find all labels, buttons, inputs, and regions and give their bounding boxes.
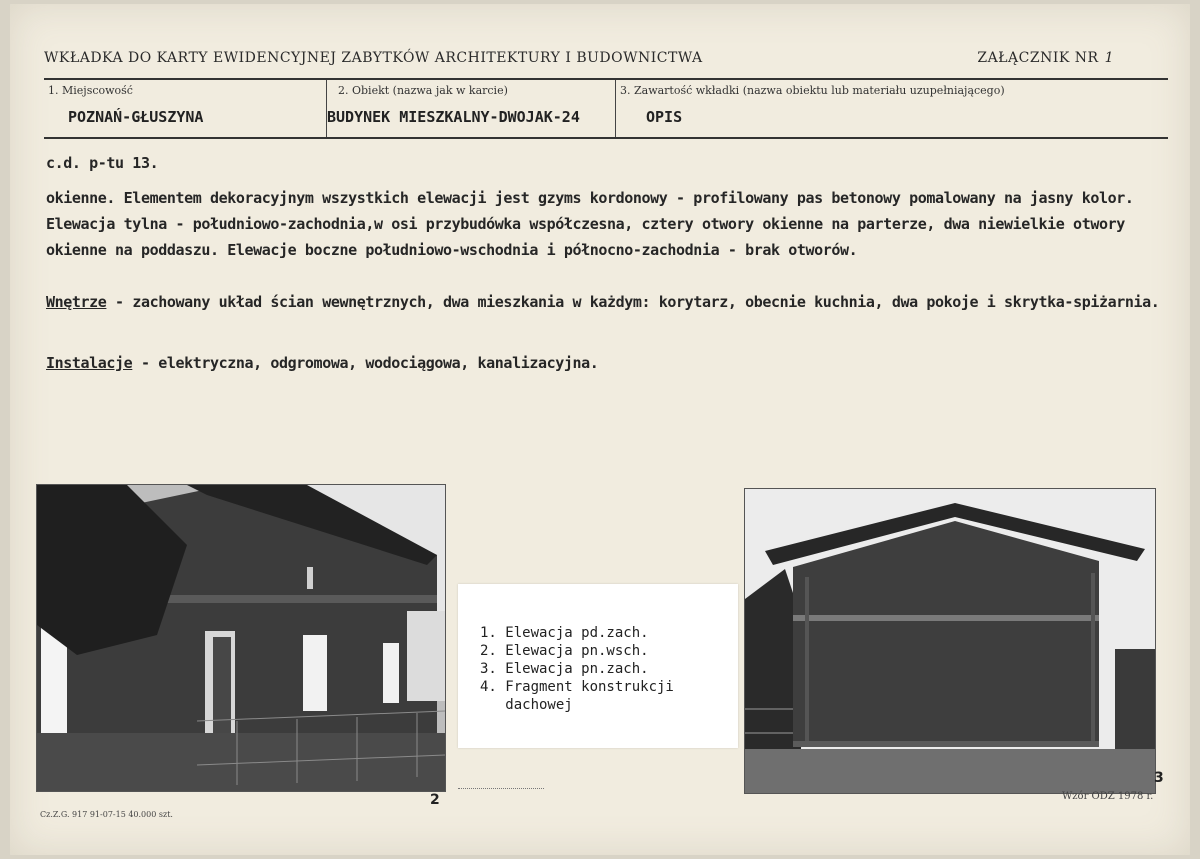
caption-item: 3. Elewacja pn.zach.: [480, 661, 649, 677]
photo-number-3: 3: [1154, 770, 1164, 786]
photo-number-2: 2: [430, 792, 440, 808]
field-value-locality: POZNAŃ-GŁUSZYNA: [68, 108, 204, 126]
caption-item: 2. Elewacja pn.wsch.: [480, 643, 649, 659]
dotted-line: [458, 788, 544, 789]
photo-captions-card: [458, 584, 738, 748]
photo-side-elevation: [744, 488, 1156, 794]
field-divider-2: [615, 80, 616, 137]
continuation-note: c.d. p-tu 13.: [46, 154, 159, 172]
field-value-content: OPIS: [646, 108, 683, 126]
form-model: Wzór ODZ 1978 r.: [1062, 791, 1154, 802]
interior-paragraph: [46, 289, 1186, 315]
caption-item: 4. Fragment konstrukcji dachowej: [480, 679, 674, 713]
document-sheet: [10, 4, 1190, 855]
photo-house-front-image: [37, 485, 445, 791]
field-label-content: 3. Zawartość wkładki (nazwa obiektu lub materiału uzupełniającego): [620, 84, 1005, 97]
field-label-object: 2. Obiekt (nazwa jak w karcie): [338, 84, 508, 97]
installations-text: - elektryczna, odgromowa, wodociągowa, kanalizacyjna.: [132, 354, 599, 372]
field-label-locality: 1. Miejscowość: [48, 84, 133, 97]
installations-paragraph: [46, 350, 1186, 376]
caption-list: [480, 624, 674, 714]
annex-label: [977, 50, 1114, 66]
interior-heading: Wnętrze: [46, 293, 107, 311]
header-rule: [44, 78, 1168, 80]
print-info: Cz.Z.G. 917 91-07-15 40.000 szt.: [40, 810, 173, 819]
photo-side-elevation-image: [745, 489, 1155, 793]
field-value-object: BUDYNEK MIESZKALNY-DWOJAK-24: [327, 108, 580, 126]
description-paragraph: okienne. Elementem dekoracyjnym wszystkich elewacji jest gzyms kordonowy - profilowany pas betonowy pomalowany na jasny kolor. Elewacja tylna - południowo-zachodnia,w osi przybudówka współczesna, cztery otwory okienne na parterze, dwa niewielkie otwory okienne na poddaszu. Elewacje boczne południowo-wschodnia i północno-zachodnia - brak otworów.: [46, 189, 1134, 259]
annex-label-text: ZAŁĄCZNIK NR: [977, 50, 1099, 66]
document-title: WKŁADKA DO KARTY EWIDENCYJNEJ ZABYTKÓW ARCHITEKTURY I BUDOWNICTWA: [44, 50, 703, 66]
installations-heading: Instalacje: [46, 354, 133, 372]
annex-number: 1: [1104, 50, 1114, 66]
fields-bottom-rule: [44, 137, 1168, 139]
caption-item: 1. Elewacja pd.zach.: [480, 625, 649, 641]
photo-house-front: [36, 484, 446, 792]
interior-text: - zachowany układ ścian wewnętrznych, dwa mieszkania w każdym: korytarz, obecnie kuchnia, dwa pokoje i skrytka-spiżarnia.: [106, 293, 1160, 311]
